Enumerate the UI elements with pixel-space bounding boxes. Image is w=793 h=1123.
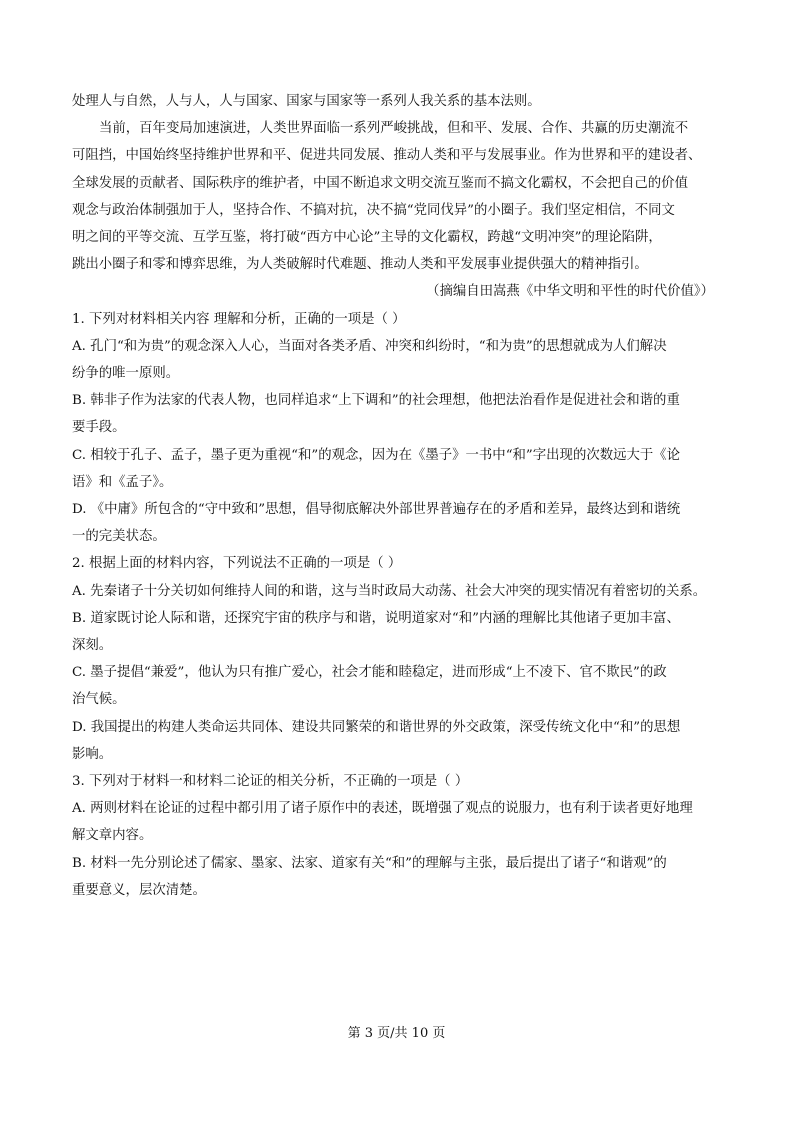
option-b: B. 材料一先分别论述了儒家、墨家、法家、道家有关“和”的理解与主张，最后提出了诸子“和谐观”的 xyxy=(72,855,667,871)
question-1 xyxy=(72,306,722,551)
option-a: A. 孔门“和为贵”的观念深入人心，当面对各类矛盾、冲突和纠纷时，“和为贵”的思想就成为人们解决 xyxy=(72,338,667,354)
option-b: B. 道家既讨论人际和谐，还探究宇宙的秩序与和谐，说明道家对“和”内涵的理解比其他诸子更加丰富、 xyxy=(72,610,680,626)
option-d: D. 《中庸》所包含的“守中致和”思想，倡导彻底解决外部世界普遍存在的矛盾和差异，最终达到和谐统 xyxy=(72,502,681,518)
paragraph-line: 明之间的平等交流、互学互鉴，将打破“西方中心论”主导的文化霸权，跨越“文明冲突”的理论陷阱， xyxy=(72,230,662,246)
option-d-continued: 影响。 xyxy=(72,746,113,762)
passage-source: （摘编自田嵩燕《中华文明和平性的时代价值》） xyxy=(426,284,714,300)
option-a-continued: 纷争的唯一原则。 xyxy=(72,366,180,382)
option-c-continued: 语》和《孟子》。 xyxy=(72,474,173,490)
option-c: C. 相较于孔子、孟子，墨子更为重视“和”的观念，因为在《墨子》一书中“和”字出现的次数远大于《论 xyxy=(72,447,681,463)
option-d-continued: 一的完美状态。 xyxy=(72,529,166,545)
option-b-continued: 重要意义，层次清楚。 xyxy=(72,882,206,898)
option-c-continued: 治气候。 xyxy=(72,692,126,708)
paragraph-line: 全球发展的贡献者、国际秩序的维护者，中国不断追求文明交流互鉴而不搞文化霸权，不会把自己的价值 xyxy=(72,175,688,191)
page-number: 第 3 页/共 10 页 xyxy=(347,1026,446,1041)
option-a-continued: 解文章内容。 xyxy=(72,828,153,844)
paragraph-line: 观念与政治体制强加于人，坚持合作、不搞对抗，决不搞“党同伐异”的小圈子。我们坚定相信，不同文 xyxy=(72,202,675,218)
question-3 xyxy=(72,768,722,904)
paragraph-line: 跳出小圈子和零和博弈思维，为人类破解时代难题、推动人类和平发展事业提供强大的精神指引。 xyxy=(72,257,648,273)
option-b-continued: 要手段。 xyxy=(72,420,126,436)
question-stem: 2. 根据上面的材料内容，下列说法不正确的一项是（ ） xyxy=(72,556,402,572)
paragraph-line: 当前，百年变局加速演进，人类世界面临一系列严峻挑战，但和平、发展、合作、共赢的历史潮流不 xyxy=(99,121,689,137)
passage-paragraph xyxy=(72,115,722,278)
option-b: B. 韩非子作为法家的代表人物，也同样追求“上下调和”的社会理想，他把法治看作是促进社会和谐的重 xyxy=(72,393,680,409)
paragraph-line: 可阻挡，中国始终坚持维护世界和平、促进共同发展、推动人类和平与发展事业。作为世界和平的建设者、 xyxy=(72,148,702,164)
option-d: D. 我国提出的构建人类命运共同体、建设共同繁荣的和谐世界的外交政策，深受传统文化中“和”的思想 xyxy=(72,719,681,735)
option-b-continued: 深刻。 xyxy=(72,638,113,654)
question-2 xyxy=(72,550,722,768)
question-stem: 1. 下列对材料相关内容 理解和分析，正确的一项是（ ） xyxy=(72,311,406,327)
passage-intro-line: 处理人与自然，人与人，人与国家、国家与国家等一系列人我关系的基本法则。 xyxy=(72,94,541,109)
option-a: A. 两则材料在论证的过程中都引用了诸子原作中的表述，既增强了观点的说服力，也有利于读者更好地理 xyxy=(72,801,693,817)
question-stem: 3. 下列对于材料一和材料二论证的相关分析，不正确的一项是（ ） xyxy=(72,774,469,790)
option-c: C. 墨子提倡“兼爱”，他认为只有推广爱心，社会才能和睦稳定，进而形成“上不凌下、官不欺民”的政 xyxy=(72,665,667,681)
document-page xyxy=(72,88,722,904)
option-a: A. 先秦诸子十分关切如何维持人间的和谐，这与当时政局大动荡、社会大冲突的现实情况有着密切的关系。 xyxy=(72,583,707,599)
